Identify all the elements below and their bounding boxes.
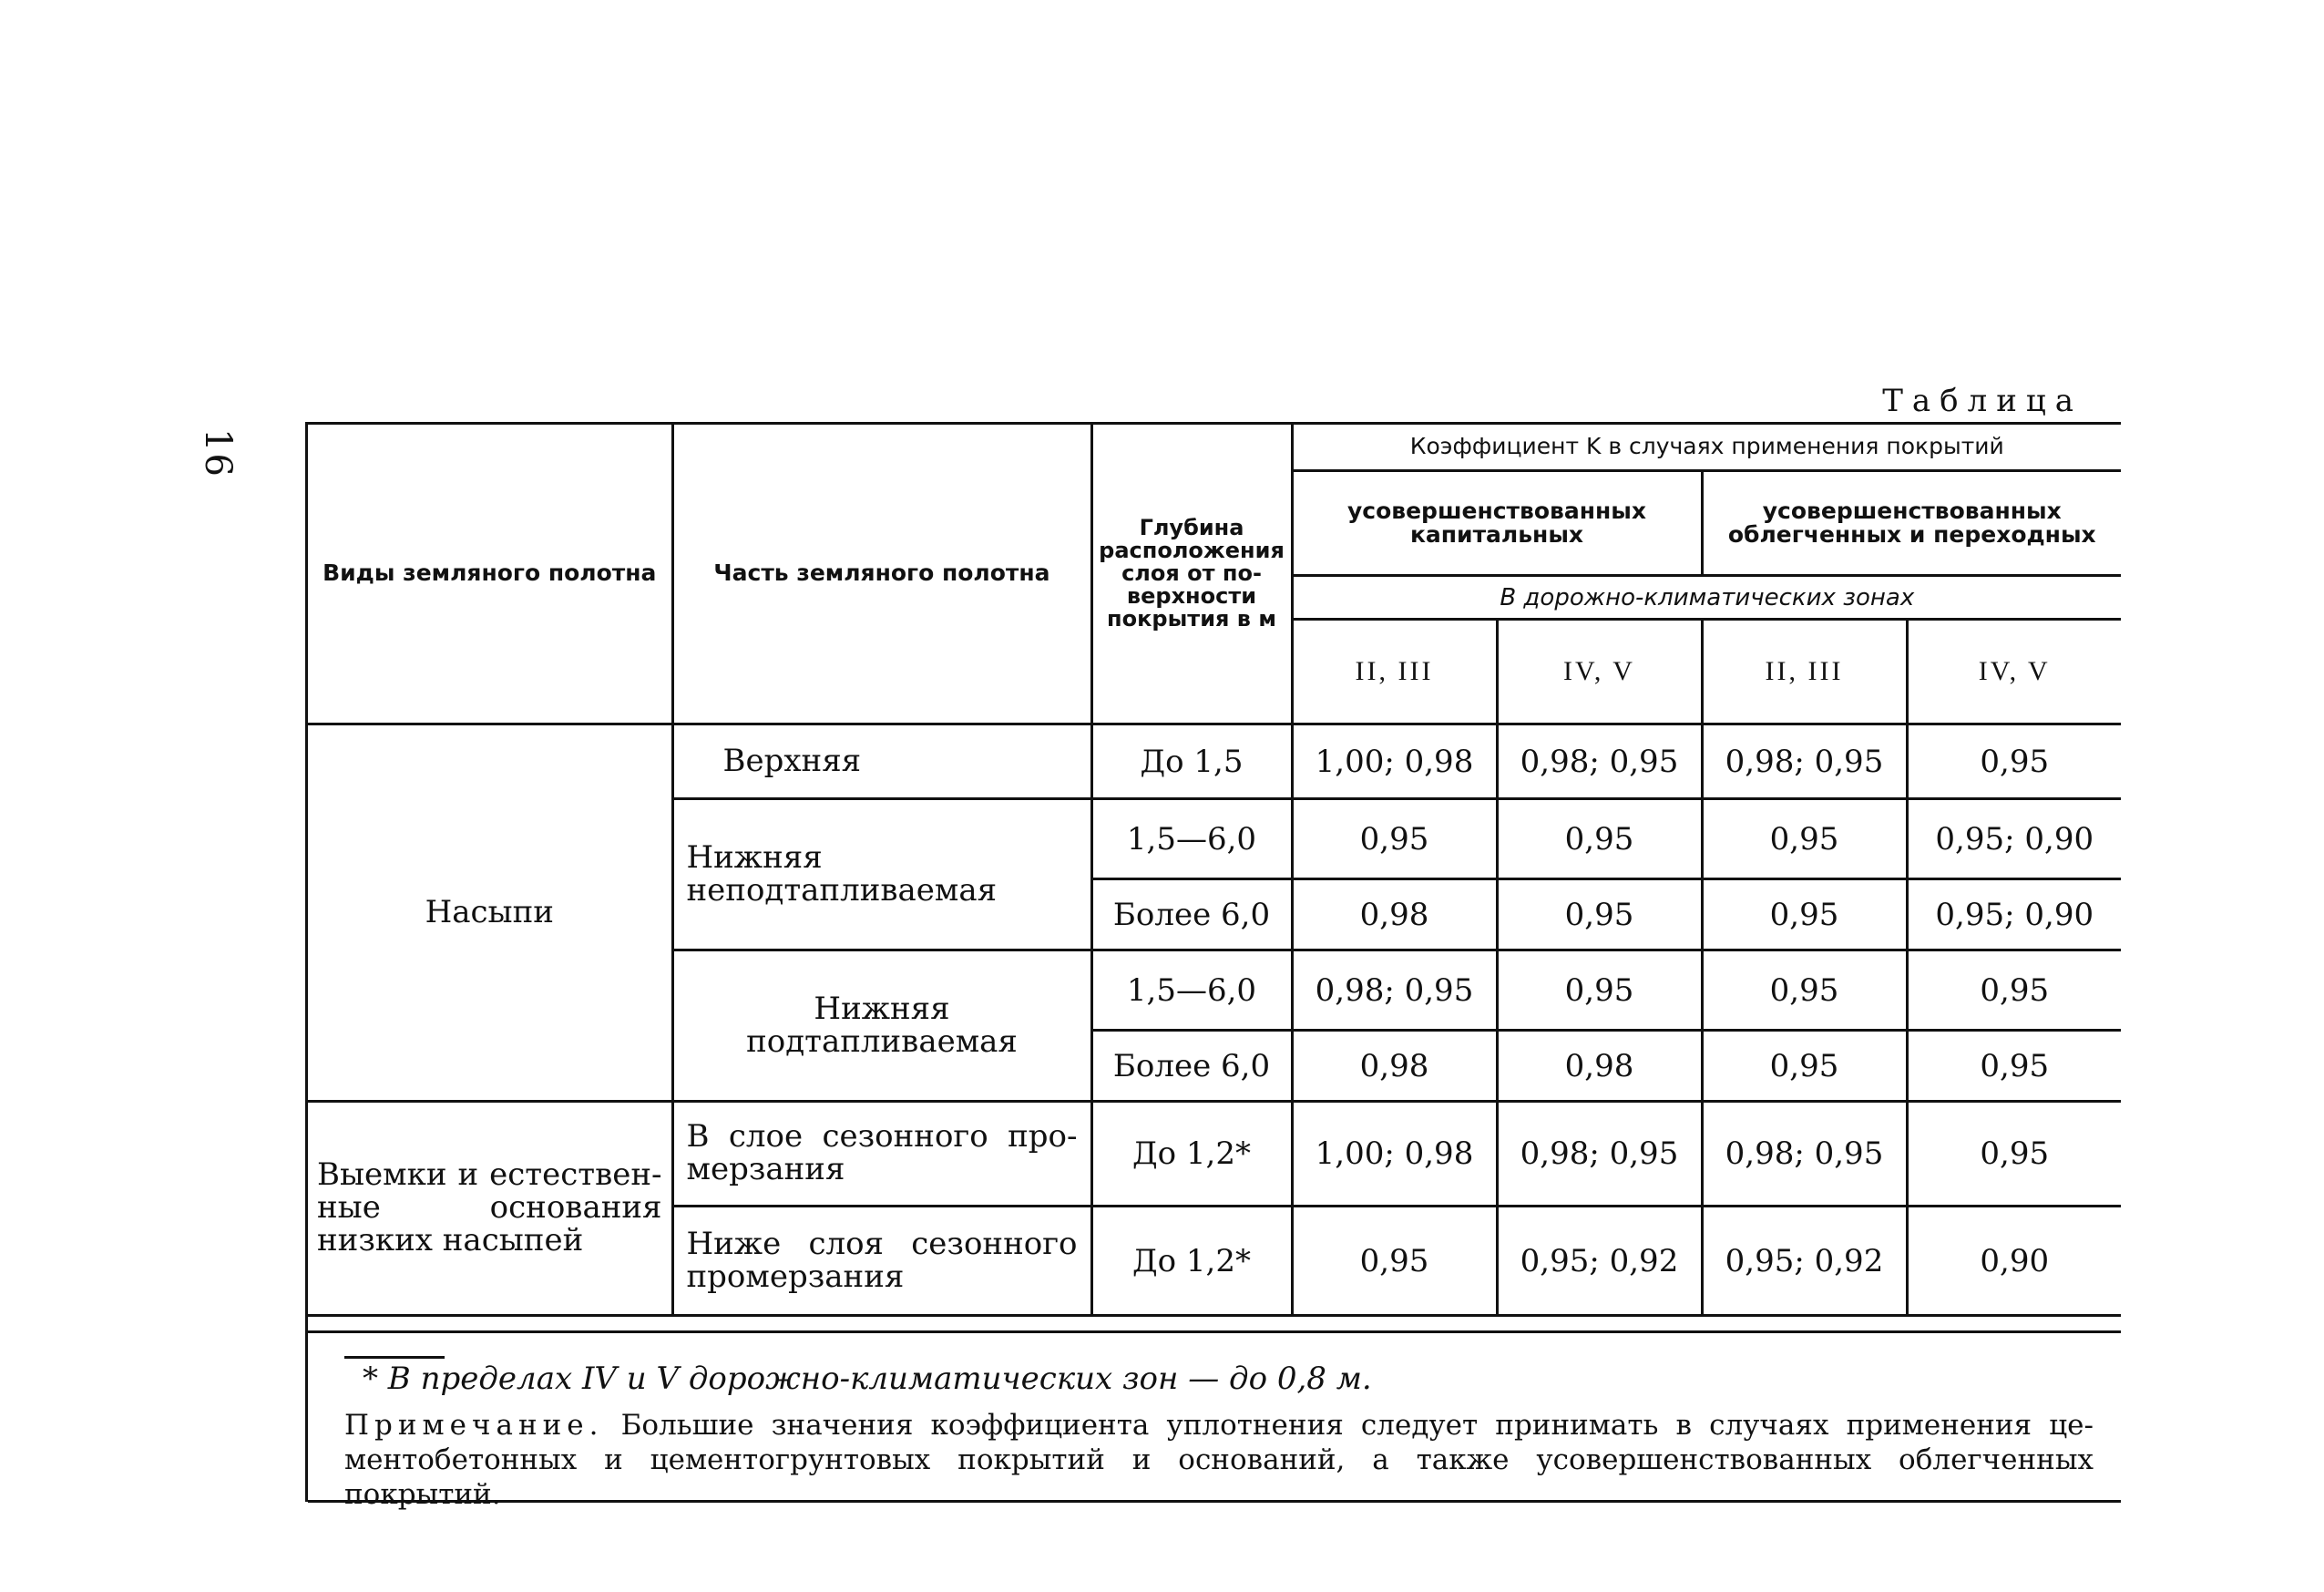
compaction-coefficient-table: [308, 422, 2121, 1317]
header-coef-title: Коэффициент K в случаях применения покрытий: [1292, 424, 2121, 471]
value-cell: 0,95: [1702, 1031, 1907, 1102]
depth-cell: До 1,2*: [1091, 1102, 1292, 1207]
value-cell: 1,00; 0,98: [1292, 1102, 1497, 1207]
value-cell: 1,00; 0,98: [1292, 724, 1497, 799]
value-cell: 0,98; 0,95: [1702, 724, 1907, 799]
value-cell: 0,95: [1907, 950, 2121, 1031]
note-label: Примечание.: [344, 1409, 604, 1442]
header-group-capital: усовершенствованных капитальных: [1292, 471, 1702, 576]
part-cell: В слое сезонного промерзания: [672, 1102, 1091, 1207]
value-cell: 0,95; 0,92: [1702, 1207, 1907, 1316]
value-cell: 0,95: [1907, 1031, 2121, 1102]
footnote-rule: [344, 1356, 445, 1359]
depth-cell: Более 6,0: [1091, 1031, 1292, 1102]
header-kind: Виды земляного полотна: [308, 424, 672, 724]
value-cell: 0,98; 0,95: [1702, 1102, 1907, 1207]
table-row: [308, 1102, 2121, 1207]
value-cell: 0,95: [1702, 950, 1907, 1031]
value-cell: 0,98: [1497, 1031, 1702, 1102]
depth-cell: Более 6,0: [1091, 879, 1292, 950]
value-cell: 0,98; 0,95: [1497, 1102, 1702, 1207]
depth-cell: 1,5—6,0: [1091, 799, 1292, 879]
part-cell: Нижняя подтапливаемая: [672, 950, 1091, 1102]
value-cell: 0,95: [1497, 950, 1702, 1031]
value-cell: 0,95: [1702, 879, 1907, 950]
part-cell: Верхняя: [672, 724, 1091, 799]
depth-cell: До 1,5: [1091, 724, 1292, 799]
value-cell: 0,98: [1292, 879, 1497, 950]
kind-cell: Выемки и естественные основания низких насыпей: [308, 1102, 672, 1316]
value-cell: 0,98; 0,95: [1292, 950, 1497, 1031]
value-cell: 0,95: [1907, 1102, 2121, 1207]
depth-cell: До 1,2*: [1091, 1207, 1292, 1316]
note-text: Большие значения коэффициента уплотнения следует принимать в случаях применения цементобетонных и цементогрунтовых покрытий и оснований, а также усовершенствованных облегченных покрытий.: [344, 1409, 2094, 1511]
header-zone: IV, V: [1907, 620, 2121, 724]
header-zone: II, III: [1702, 620, 1907, 724]
value-cell: 0,95; 0,92: [1497, 1207, 1702, 1316]
table-row: [308, 724, 2121, 799]
value-cell: 0,95: [1292, 1207, 1497, 1316]
value-cell: 0,95: [1907, 724, 2121, 799]
part-cell: Нижняя неподтапливаемая: [672, 799, 1091, 950]
value-cell: 0,98; 0,95: [1497, 724, 1702, 799]
value-cell: 0,90: [1907, 1207, 2121, 1316]
note: [344, 1409, 2094, 1512]
table-footer: [308, 1330, 2121, 1511]
table-caption: Таблица: [1882, 383, 2083, 419]
value-cell: 0,95; 0,90: [1907, 799, 2121, 879]
value-cell: 0,95: [1497, 879, 1702, 950]
value-cell: 0,95: [1292, 799, 1497, 879]
header-zone: II, III: [1292, 620, 1497, 724]
kind-cell: Насыпи: [308, 724, 672, 1102]
header-depth: Глубина расположения слоя от поверхности покрытия в м: [1091, 424, 1292, 724]
depth-cell: 1,5—6,0: [1091, 950, 1292, 1031]
part-cell: Ниже слоя сезонного промерзания: [672, 1207, 1091, 1316]
header-zones-title: В дорожно-климатических зонах: [1292, 576, 2121, 620]
header-part: Часть земляного полотна: [672, 424, 1091, 724]
footnote: * В пределах IV и V дорожно-климатических зон — до 0,8 м.: [363, 1361, 1372, 1397]
value-cell: 0,95; 0,90: [1907, 879, 2121, 950]
header-group-light: усовершенствованных облегченных и переходных: [1702, 471, 2121, 576]
header-zone: IV, V: [1497, 620, 1702, 724]
page-number: 16: [197, 428, 239, 478]
value-cell: 0,95: [1702, 799, 1907, 879]
value-cell: 0,95: [1497, 799, 1702, 879]
value-cell: 0,98: [1292, 1031, 1497, 1102]
